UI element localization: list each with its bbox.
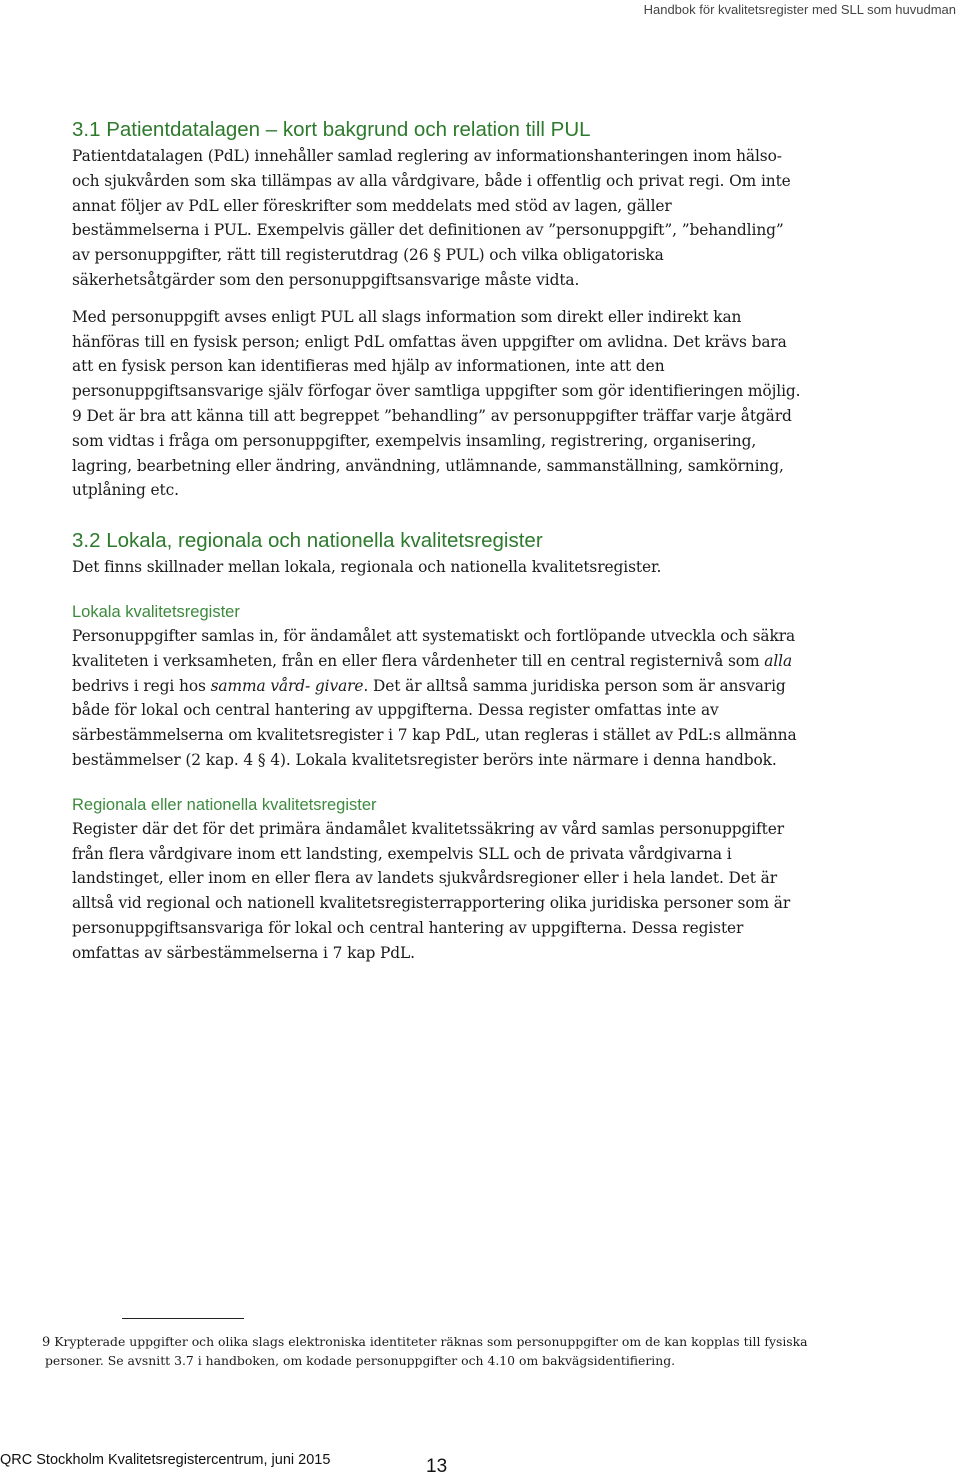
- running-header: Handbok för kvalitetsregister med SLL som huvudman: [643, 2, 956, 17]
- local-registers-heading: Lokala kvalitetsregister: [72, 602, 240, 621]
- footnote-line-1: [42, 1333, 842, 1352]
- local-emphasis-alla: alla: [764, 651, 793, 670]
- local-text-mid: bedrivs i regi hos: [72, 676, 211, 695]
- local-registers-paragraph: [72, 624, 802, 773]
- main-content: [72, 116, 802, 966]
- footnote-line-2: personer. Se avsnitt 3.7 i handboken, om kodade personuppgifter och 4.10 om bakvägsidentifiering.: [45, 1352, 676, 1368]
- section-3-1-paragraph-2: Med personuppgift avses enligt PUL all slags information som direkt eller indirekt kan hänföras till en fysisk person; enligt PdL omfattas även uppgifter om avlidna. Det krävs bara att en fysisk person kan identifieras med hjälp av informationen, inte att den personuppgiftsansvarige själv förfogar över samtliga uppgifter som gör identifieringen möjlig. 9 Det är bra att känna till att begreppet ”behandling” av personuppgifter träffar varje åtgärd som vidtas i fråga om personuppgifter, exempelvis insamling, registrering, organisering, lagring, bearbetning eller ändring, användning, utlämnande, sammanställning, samkörning, utplåning etc.: [72, 307, 801, 500]
- footnote-number: 9: [42, 1335, 51, 1350]
- local-text-start: Personuppgifter samlas in, för ändamålet att systematiskt och fortlöpande utveckla och säkra kvaliteten i verksamheten, från en eller flera vårdenheter till en central registernivå som: [72, 626, 796, 670]
- footnote-text-1: Krypterade uppgifter och olika slags elektroniska identiteter räknas som personuppgifter om de kan kopplas till fysiska: [54, 1334, 808, 1349]
- page-footer-org: QRC Stockholm Kvalitetsregistercentrum, juni 2015: [0, 1452, 331, 1468]
- regional-registers-heading: Regionala eller nationella kvalitetsregister: [72, 795, 377, 814]
- regional-registers-paragraph: Register där det för det primära ändamålet kvalitetssäkring av vård samlas personuppgifter från flera vårdgivare inom ett landsting, exempelvis SLL och de privata vårdgivarna i landstinget, eller inom en eller flera av landets sjukvårdsregioner eller i hela landet. Det är alltså vid regional och nationell kvalitetsregisterrapportering olika juridiska personer som är personuppgiftsansvariga för lokal och central hantering av uppgifterna. Dessa register omfattas av särbestämmelserna i 7 kap PdL.: [72, 819, 791, 962]
- section-3-2-intro: Det finns skillnader mellan lokala, regionala och nationella kvalitetsregister.: [72, 558, 662, 577]
- local-emphasis-samma-vardgivare: samma vård- givare: [210, 676, 364, 695]
- section-3-1-paragraph-1: Patientdatalagen (PdL) innehåller samlad reglering av informationshanteringen inom hälso- och sjukvården som ska tillämpas av alla vårdgivare, både i offentlig och privat regi. Om inte annat följer av PdL eller föreskrifter som meddelats med stöd av lagen, gäller bestämmelserna i PUL. Exempelvis gäller det definitionen av ”personuppgift”, ”behandling” av personuppgifter, rätt till registerutdrag (26 § PUL) och vilka obligatoriska säkerhetsåtgärder som den personuppgiftsansvarige måste vidta.: [72, 147, 791, 289]
- footnote-divider: [122, 1318, 244, 1319]
- local-text-end: . Det är alltså samma juridiska person som är ansvarig både för lokal och central hantering av uppgifterna. Dessa register omfattas inte av särbestämmelserna om kvalitetsregister i 7 kap PdL, utan regleras i stället av PdL:s allmänna bestämmelser (2 kap. 4 § 4). Lokala kvalitetsregister berörs inte närmare i denna handbok.: [72, 676, 797, 769]
- footnote: [42, 1333, 842, 1369]
- section-3-2-heading: 3.2 Lokala, regionala och nationella kvalitetsregister: [72, 529, 543, 553]
- section-3-1-heading: 3.1 Patientdatalagen – kort bakgrund och relation till PUL: [72, 118, 591, 141]
- page-number: 13: [426, 1456, 448, 1477]
